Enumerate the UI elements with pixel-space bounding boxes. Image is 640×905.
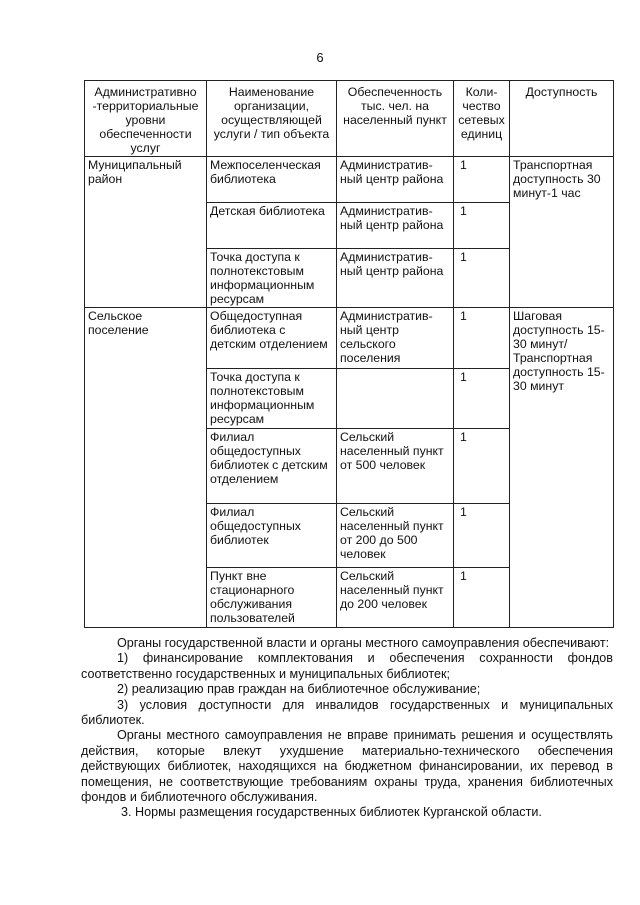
supply-cell: Сельский населенный пункт от 200 до 500 человек (337, 504, 454, 568)
org-cell: Филиал общедоступных библиотек с детским отделением (207, 429, 337, 504)
supply-cell: Административ-ный центр района (337, 157, 454, 203)
org-cell: Общедоступная библиотека с детским отделением (207, 308, 337, 369)
count-cell: 1 (454, 568, 510, 628)
paragraph: 2) реализацию прав граждан на библиотечное обслуживание; (117, 682, 481, 697)
header-count: Коли-чество сетевых единиц (454, 81, 510, 157)
supply-cell: Административ-ный центр района (337, 249, 454, 308)
supply-cell: Сельский населенный пункт от 500 человек (337, 429, 454, 504)
level-cell: Муниципальный район (85, 157, 207, 308)
header-supply: Обеспеченность тыс. чел. на населенный пункт (337, 81, 454, 157)
paragraph: Органы государственной власти и органы местного самоуправления обеспечивают: (117, 636, 610, 650)
level-cell: Сельское поселение (85, 308, 207, 628)
library-standards-table (84, 80, 614, 628)
supply-cell (337, 369, 454, 429)
paragraph: 1) финансирование комплектования и обеспечения сохранности фондов соответственно государственных и муниципальных библиотек; (81, 651, 613, 681)
page-number: 6 (316, 50, 324, 65)
supply-cell: Административ-ный центр района (337, 203, 454, 249)
count-cell: 1 (454, 429, 510, 504)
supply-cell: Административ-ный центр сельского поселения (337, 308, 454, 369)
count-cell: 1 (454, 203, 510, 249)
count-cell: 1 (454, 369, 510, 429)
org-cell: Точка доступа к полнотекстовым информационным ресурсам (207, 249, 337, 308)
table-row (85, 308, 614, 369)
count-cell: 1 (454, 249, 510, 308)
access-cell: Шаговая доступность 15-30 минут/ Транспортная доступность 15-30 минут (510, 308, 614, 628)
count-cell: 1 (454, 504, 510, 568)
header-level: Административно -территориальные уровни обеспеченности услуг (85, 81, 207, 157)
header-access: Доступность (510, 81, 614, 157)
access-cell: Транспортная доступность 30 минут-1 час (510, 157, 614, 308)
paragraph: Органы местного самоуправления не вправе принимать решения и осуществлять действия, которые влекут ухудшение материально-технического обеспечения действующих библиотек, находящихся на бюджетном финансировании, их перевод в помещения, не соответствующие требованиям охраны труда, хранения библиотечных фондов и библиотечного обслуживания. (81, 728, 613, 805)
org-cell: Филиал общедоступных библиотек (207, 504, 337, 568)
body-text (81, 636, 613, 821)
count-cell: 1 (454, 308, 510, 369)
org-cell: Межпоселенческая библиотека (207, 157, 337, 203)
section-heading: 3. Нормы размещения государственных библиотек Курганской области. (121, 805, 542, 820)
org-cell: Детская библиотека (207, 203, 337, 249)
paragraph: 3) условия доступности для инвалидов государственных и муниципальных библиотек. (81, 697, 613, 728)
org-cell: Точка доступа к полнотекстовым информационным ресурсам (207, 369, 337, 429)
header-organization: Наименование организации, осуществляющей услуги / тип объекта (207, 81, 337, 157)
supply-cell: Сельский населенный пункт до 200 человек (337, 568, 454, 628)
table-row (85, 157, 614, 203)
org-cell: Пункт вне стационарного обслуживания пользователей (207, 568, 337, 628)
count-cell: 1 (454, 157, 510, 203)
